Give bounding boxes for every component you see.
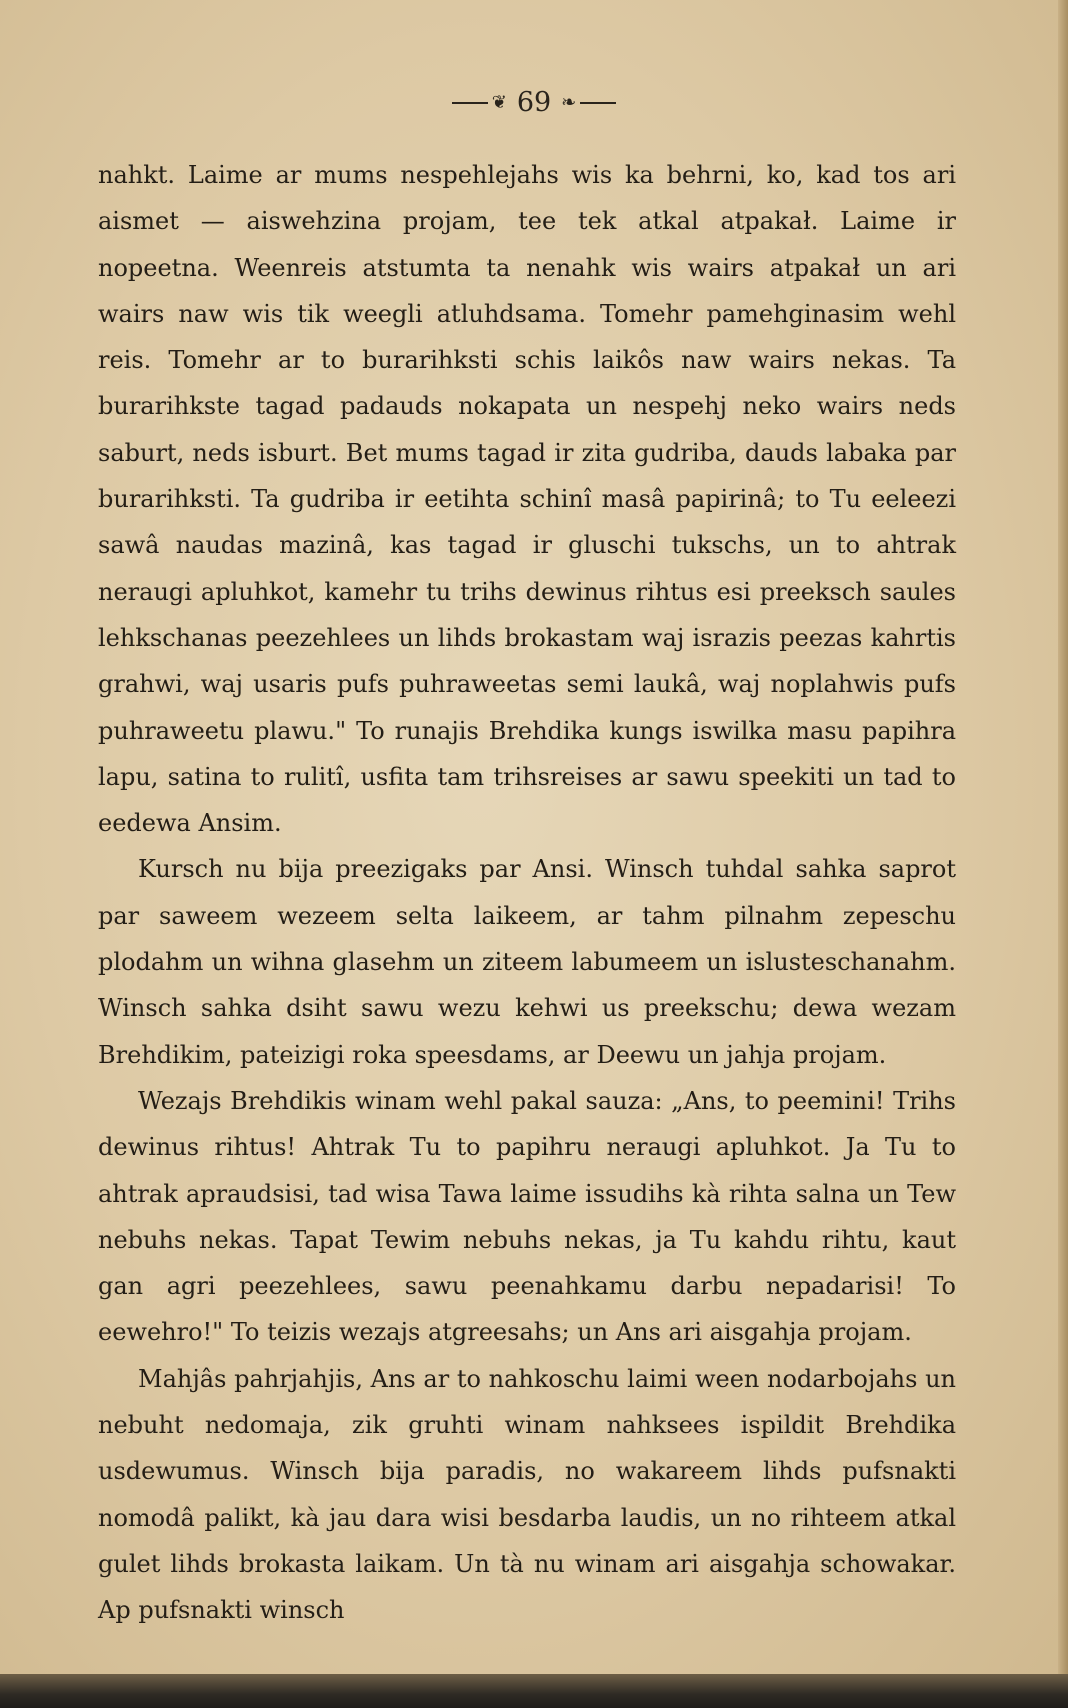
right-ornament-icon: ❧ [561,92,577,113]
paragraph: Mahjâs pahrjahjis, Ans ar to nahkoschu laimi ween nodarbojahs un nebuht nedomaja, zik gruhti winam nahksees ispildit Brehdika usdewumus. Winsch bija paradis, no wakareem lihds pufsnakti nomodâ palikt, kà jau dara wisi besdarba laudis, un no rihteem atkal gulet lihds brokasta laikam. Un tà nu winam ari aisgahja schowakar. Ap pufsnakti winsch [98,1364,956,1625]
page-right-edge [1058,0,1068,1708]
paragraph: nahkt. Laime ar mums nespehlejahs wis ka behrni, ko, kad tos ari aismet — aiswehzina projam, tee tek atkal atpakał. Laime ir nopeetna. Weenreis atstumta ta nenahk wis wairs atpakał un ari wairs naw wis tik weegli atluhdsama. Tomehr pamehginasim wehl reis. Tomehr ar to burarihksti schis laikôs naw wairs nekas. Ta burarihkste tagad padauds nokapata un nespehj neko wairs neds saburt, neds isburt. Bet mums tagad ir zita gudriba, dauds labaka par burarihksti. Ta gudriba ir eetihta schinî masâ papirinâ; to Tu eeleezi sawâ naudas mazinâ, kas tagad ir gluschi tukschs, un to ahtrak neraugi apluhkot, kamehr tu trihs dewinus rihtus esi preeksch saules lehkschanas peezehlees un lihds brokastam waj israzis peezas kahrtis grahwi, waj usaris pufs puhraweetas semi laukâ, waj noplahwis pufs puhraweetu plawu." To runajis Brehdika kungs iswilka masu papihra lapu, satina to rulitî, usfita tam trihsreises ar sawu speekiti un tad to eedewa Ansim. [98,161,956,838]
left-ornament-icon: ❦ [491,92,507,113]
paragraph: Kursch nu bija preezigaks par Ansi. Winsch tuhdal sahka saprot par saweem wezeem selta laikeem, ar tahm pilnahm zepeschu plodahm un wihna glasehm un ziteem labumeem un islusteschanahm. Winsch sahka dsiht sawu wezu kehwi us preekschu; dewa wezam Brehdikim, pateizigi roka speesdams, ar Deewu un jahja projam. [98,855,956,1069]
page-header [0,86,1068,118]
page-number: 69 [516,87,552,118]
body-text [98,152,956,1634]
right-rule [580,102,616,104]
left-rule [452,102,488,104]
page-bottom-edge [0,1674,1068,1708]
paragraph: Wezajs Brehdikis winam wehl pakal sauza: „Ans, to peemini! Trihs dewinus rihtus! Ahtrak Tu to papihru neraugi apluhkot. Ja Tu to ahtrak apraudsisi, tad wisa Tawa laime issudihs kà rihta salna un Tew nebuhs nekas. Tapat Tewim nebuhs nekas, ja Tu kahdu rihtu, kaut gan agri peezehlees, sawu peenahkamu darbu nepadarisi! To eewehro!" To teizis wezajs atgreesahs; un Ans ari aisgahja projam. [98,1086,956,1347]
